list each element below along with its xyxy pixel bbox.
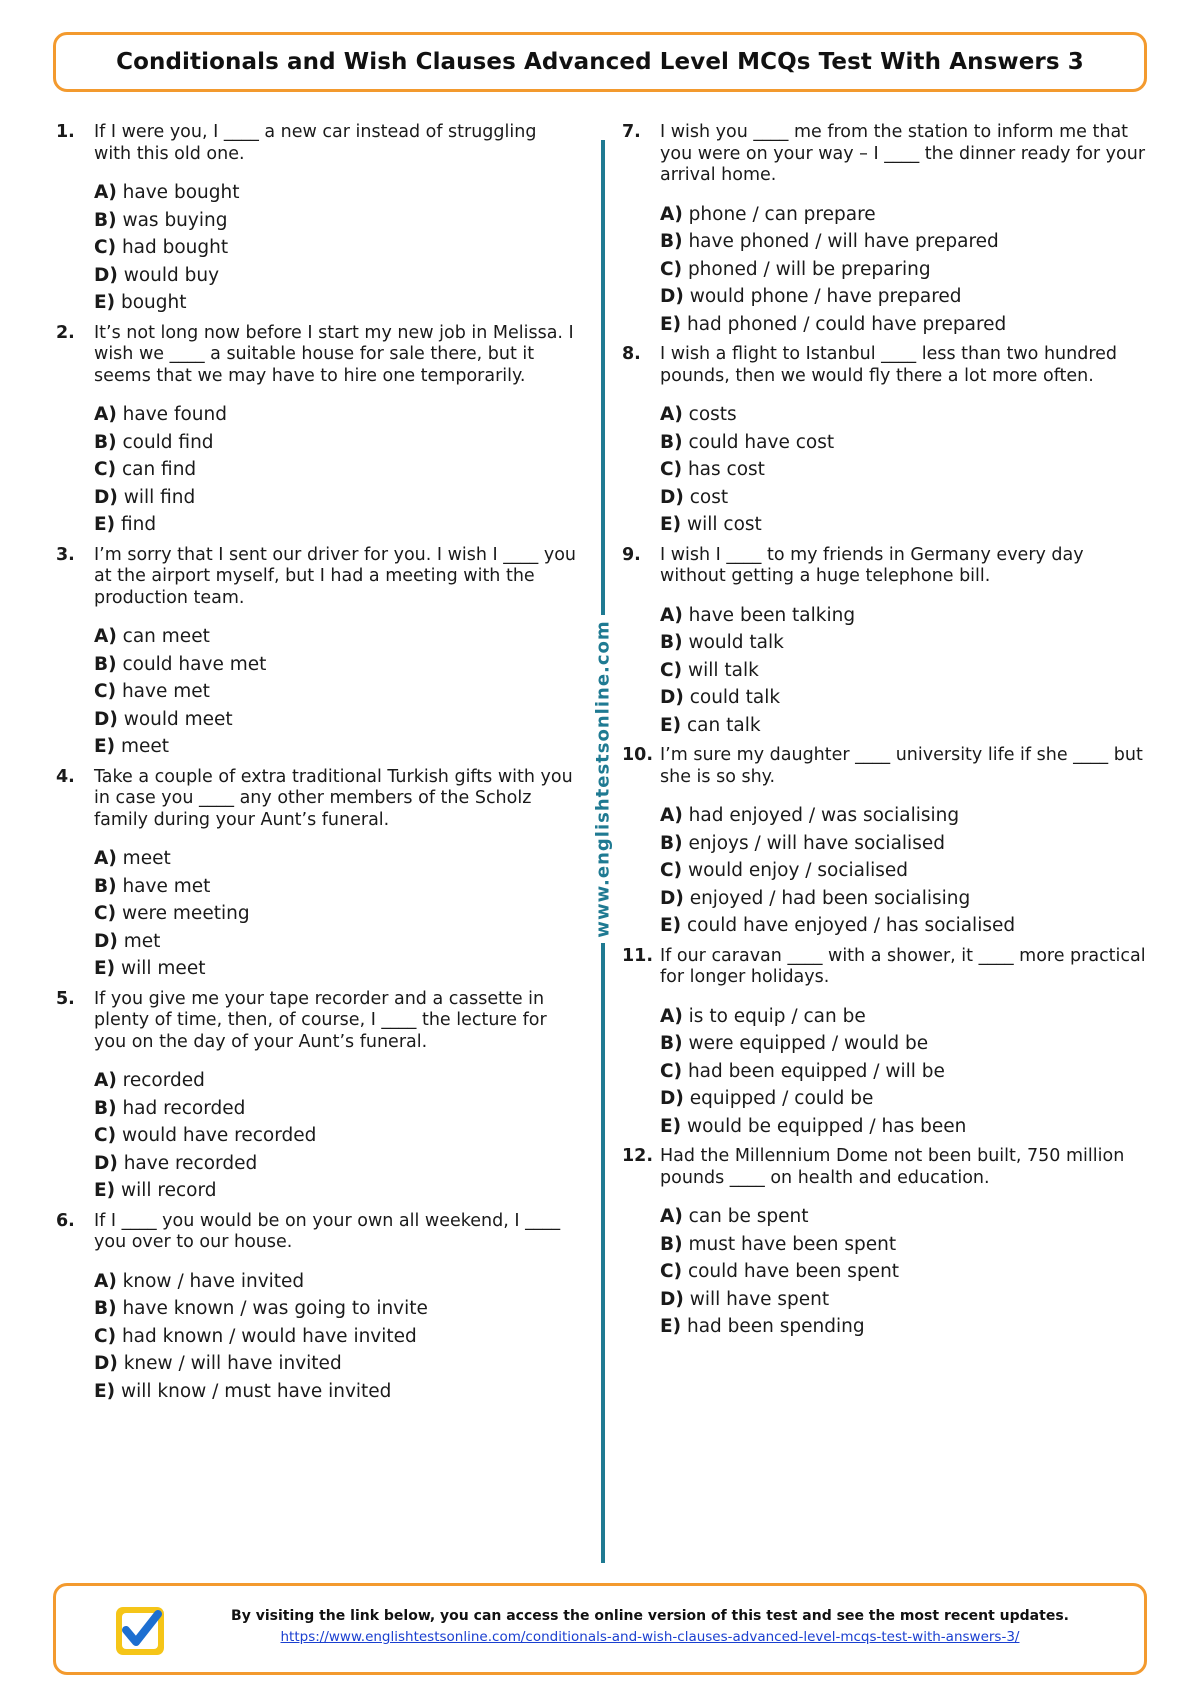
question-10 <box>622 745 1152 940</box>
option-e[interactable]: E) bought <box>94 292 187 313</box>
footer-note: By visiting the link below, you can access the online version of this test and see the most recent updates. <box>231 1608 1069 1624</box>
option-a[interactable]: A) know / have invited <box>94 1270 305 1292</box>
option-b[interactable]: B) could have met <box>94 653 267 675</box>
option-e[interactable]: E) will record <box>94 1180 217 1201</box>
question-11 <box>622 946 1152 1141</box>
option-c[interactable]: C) would have recorded <box>94 1125 317 1146</box>
test-link[interactable]: https://www.englishtestsonline.com/conditionals-and-wish-clauses-advanced-level-mcqs-test-with-answers-3/ <box>280 1629 1020 1645</box>
option-b[interactable]: B) enjoys / will have socialised <box>660 832 945 854</box>
question-5 <box>56 989 576 1205</box>
option-e[interactable]: E) had phoned / could have prepared <box>660 313 1007 335</box>
question-7 <box>622 122 1152 338</box>
option-d[interactable]: D) enjoyed / had been socialising <box>660 887 971 909</box>
option-e[interactable]: E) would be equipped / has been <box>660 1115 967 1137</box>
option-d[interactable]: D) equipped / could be <box>660 1088 874 1109</box>
option-b[interactable]: B) have met <box>94 875 211 897</box>
question-9 <box>622 545 1152 740</box>
option-e[interactable]: E) can talk <box>660 714 761 736</box>
question-number: 4. <box>56 766 75 787</box>
option-d[interactable]: D) cost <box>660 486 729 508</box>
column-divider-top <box>601 140 605 615</box>
question-text: I wish a flight to Istanbul ____ less than two hundred pounds, then we would fly there a lot more often. <box>660 344 1118 386</box>
question-3 <box>56 545 576 761</box>
question-number: 12. <box>622 1146 654 1166</box>
option-b[interactable]: B) would talk <box>660 632 784 653</box>
option-c[interactable]: C) has cost <box>660 459 765 480</box>
option-d[interactable]: D) met <box>94 930 161 952</box>
option-c[interactable]: C) had bought <box>94 237 229 258</box>
question-text: I’m sorry that I sent our driver for you. I wish I ____ you at the airport myself, but I had a meeting with the production team. <box>94 544 577 608</box>
option-d[interactable]: D) would phone / have prepared <box>660 286 962 307</box>
option-e[interactable]: E) had been spending <box>660 1316 865 1337</box>
option-c[interactable]: C) have met <box>94 681 210 702</box>
option-a[interactable]: A) recorded <box>94 1070 205 1091</box>
option-c[interactable]: C) could have been spent <box>660 1261 900 1282</box>
option-e[interactable]: E) will meet <box>94 958 206 979</box>
question-number: 3. <box>56 544 75 565</box>
question-text: I wish you ____ me from the station to inform me that you were on your way – I ____ the dinner ready for your arrival home. <box>660 122 1146 185</box>
question-4 <box>56 767 576 983</box>
option-c[interactable]: C) phoned / will be preparing <box>660 258 931 280</box>
option-b[interactable]: B) have phoned / will have prepared <box>660 231 999 252</box>
option-a[interactable]: A) is to equip / can be <box>660 1005 866 1027</box>
footer-box <box>53 1583 1147 1675</box>
option-d[interactable]: D) would meet <box>94 708 233 730</box>
question-text: If our caravan ____ with a shower, it ____ more practical for longer holidays. <box>660 945 1146 987</box>
title-box <box>53 32 1147 92</box>
option-d[interactable]: D) will have spent <box>660 1288 830 1310</box>
right-column <box>622 122 1152 1347</box>
page-title: Conditionals and Wish Clauses Advanced Level MCQs Test With Answers 3 <box>116 49 1084 75</box>
question-number: 7. <box>622 122 641 142</box>
option-a[interactable]: A) had enjoyed / was socialising <box>660 805 960 826</box>
option-b[interactable]: B) was buying <box>94 209 228 231</box>
question-8 <box>622 344 1152 539</box>
option-e[interactable]: E) meet <box>94 736 170 757</box>
option-b[interactable]: B) must have been spent <box>660 1233 897 1255</box>
question-number: 8. <box>622 344 641 364</box>
option-d[interactable]: D) would buy <box>94 264 220 286</box>
question-text: I wish I ____ to my friends in Germany every day without getting a huge telephone bill. <box>660 544 1084 586</box>
option-a[interactable]: A) meet <box>94 848 171 869</box>
checkbox-icon <box>113 1604 167 1658</box>
option-a[interactable]: A) costs <box>660 404 737 425</box>
option-e[interactable]: E) find <box>94 514 157 535</box>
question-number: 11. <box>622 945 654 966</box>
question-number: 5. <box>56 988 75 1009</box>
question-2 <box>56 323 576 539</box>
option-c[interactable]: C) had been equipped / will be <box>660 1060 945 1082</box>
option-c[interactable]: C) will talk <box>660 659 759 681</box>
question-text: If I ____ you would be on your own all weekend, I ____ you over to our house. <box>94 1210 561 1252</box>
option-e[interactable]: E) will know / must have invited <box>94 1380 392 1402</box>
option-a[interactable]: A) have been talking <box>660 604 856 626</box>
option-a[interactable]: A) have found <box>94 404 227 425</box>
question-text: Take a couple of extra traditional Turkish gifts with you in case you ____ any other members of the Scholz family during your Aunt’s funeral. <box>94 766 573 830</box>
option-e[interactable]: E) could have enjoyed / has socialised <box>660 915 1016 936</box>
question-text: If you give me your tape recorder and a cassette in plenty of time, then, of course, I ____ the lecture for you on the day of your Aunt’s funeral. <box>94 988 547 1052</box>
question-number: 6. <box>56 1210 75 1231</box>
question-1 <box>56 122 576 317</box>
option-e[interactable]: E) will cost <box>660 514 762 535</box>
footer-text <box>176 1608 1124 1645</box>
option-d[interactable]: D) could talk <box>660 687 781 708</box>
option-b[interactable]: B) had recorded <box>94 1097 246 1119</box>
question-6 <box>56 1211 576 1406</box>
option-d[interactable]: D) knew / will have invited <box>94 1353 342 1374</box>
question-number: 10. <box>622 745 654 765</box>
option-b[interactable]: B) have known / was going to invite <box>94 1298 428 1319</box>
option-c[interactable]: C) had known / would have invited <box>94 1325 417 1347</box>
question-number: 9. <box>622 544 641 565</box>
question-text: I’m sure my daughter ____ university life if she ____ but she is so shy. <box>660 745 1143 787</box>
option-c[interactable]: C) can find <box>94 459 197 480</box>
question-12 <box>622 1146 1152 1341</box>
question-text: Had the Millennium Dome not been built, 750 million pounds ____ on health and education. <box>660 1146 1125 1188</box>
question-number: 2. <box>56 322 75 343</box>
option-a[interactable]: A) can meet <box>94 626 210 647</box>
question-text: It’s not long now before I start my new job in Melissa. I wish we ____ a suitable house for sale there, but it seems that we may have to hire one temporarily. <box>94 322 574 386</box>
watermark-url: www.englishtestsonline.com <box>592 620 614 938</box>
option-c[interactable]: C) would enjoy / socialised <box>660 860 909 881</box>
option-c[interactable]: C) were meeting <box>94 903 250 924</box>
column-divider-bottom <box>601 943 605 1563</box>
option-a[interactable]: A) have bought <box>94 182 240 203</box>
option-d[interactable]: D) will find <box>94 486 196 508</box>
question-text: If I were you, I ____ a new car instead of struggling with this old one. <box>94 122 537 164</box>
question-number: 1. <box>56 122 75 142</box>
option-d[interactable]: D) have recorded <box>94 1152 258 1174</box>
option-b[interactable]: B) could have cost <box>660 431 835 453</box>
left-column <box>56 122 576 1411</box>
option-a[interactable]: A) phone / can prepare <box>660 203 876 225</box>
option-a[interactable]: A) can be spent <box>660 1206 809 1227</box>
option-b[interactable]: B) could find <box>94 431 214 453</box>
option-b[interactable]: B) were equipped / would be <box>660 1033 929 1054</box>
